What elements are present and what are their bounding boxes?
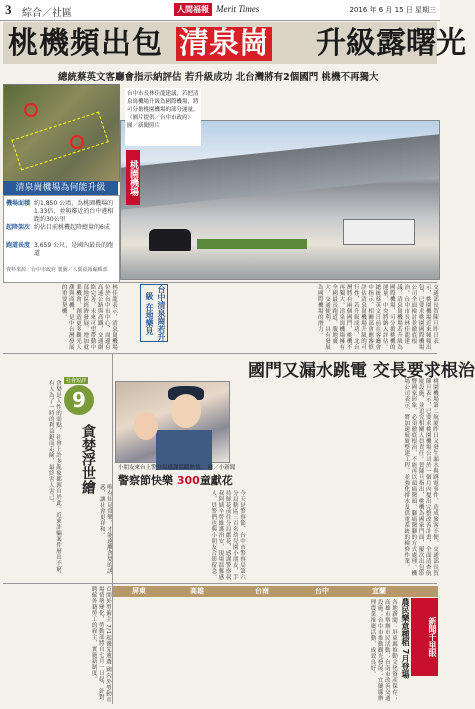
region-label: 高雄 (190, 587, 204, 595)
info-row (6, 242, 117, 258)
bottom-left-articles: 首開外勞僱主 7/1起優先遴選 國內外勞動市場情勢變化，勞動部將自七月一日起，針對聘僱外籍勞工的雇主，實施新制度。 (90, 586, 111, 703)
masthead-name: Merit Times (216, 4, 260, 14)
feature-headline: 國門又漏水跳電 交長要求根治 (248, 361, 475, 381)
photo-caption-text: 台中市長林佳龍建議，若把清泉崗機場升級為國際機場，將可分擔桃園機場的部分運量。（圖片提供／台中市政府） (127, 91, 199, 121)
headline-part-2: 清泉崗 (176, 27, 272, 61)
police-day-headline-a: 警察節快樂 (118, 474, 177, 487)
column-title: 貪婪浮世繪 (80, 424, 96, 494)
region-bar (113, 586, 438, 597)
divider (3, 282, 437, 283)
column-label: 社會短評 (66, 378, 87, 384)
police-day-headline-number: 300 (176, 474, 200, 487)
info-label: 機場面積 (6, 200, 31, 207)
region-label: 台中 (315, 587, 329, 595)
feature-photo-caption: 小朋友來台上警分局感謝溫暖熱情。 圖／小新聞 (118, 465, 236, 471)
article-body: 交通部長賀陳旦昨日表示，桃園機場近來頻頻出包，已要求桃園國際機場公司全面檢討並徹底根治。台中市長林佳龍建議，清泉崗機場若升級為國際機場，可分擔桃機的運量，中央將納入評估。總統蔡英文日前在客廳會中指示，相關部會應審慎評估清泉崗機場升級的可行性，若升級成功，北台灣將有兩個國門，桃機不再獨大。清泉崗機場擁有全國最長跑道，腹地廣大，交通便利，具有發展為國際機場的潛力。 (316, 284, 438, 350)
article-body-left: 林佳龍表示，清泉崗機場位於台中市中心，周邊有高速公路與高鐵，交通網絡完善，未來可望帶動中部地區經濟發展，增加就業機會，創造更多觀光人潮與商機，是中台灣發展的重要契機。 (60, 284, 117, 350)
child-face (134, 412, 158, 440)
region-label: 宜蘭 (372, 587, 386, 595)
info-label: 跑道長度 (6, 242, 31, 249)
newspaper-logo: 人間福報 (174, 3, 212, 16)
info-label: 起降架次 (6, 224, 31, 231)
info-row (6, 200, 117, 224)
divider (112, 354, 113, 704)
photo-credit: 圖／新聞照片 (127, 123, 161, 129)
divider (3, 583, 437, 584)
page-number: 3 (5, 2, 12, 17)
divider (3, 353, 437, 354)
region-label: 屏東 (132, 587, 146, 595)
page-header (0, 0, 440, 21)
police-day-headline-c: 童獻花 (199, 474, 233, 487)
column-body-right: 唯有知足常樂，才能遠離貪婪的誘惑，讓社會更祥和。 (98, 484, 112, 574)
police-children-photo (115, 381, 230, 463)
side-title: 台中清泉崗若升級 在地樂見 (140, 284, 168, 342)
info-text: 3,659 公尺，是國內最長的跑道 (34, 242, 114, 257)
info-text: 約佔目前桃機起降總量的6成 (34, 224, 110, 231)
subheadline: 總統蔡英文客廳會指示納評估 若升級成功 北台灣將有2個國門 桃機不再獨大 (58, 72, 379, 83)
bus (343, 219, 415, 245)
grass-strip (197, 239, 307, 249)
police-day-headline (118, 472, 233, 488)
airport-info-box (3, 195, 120, 283)
info-row (6, 224, 117, 232)
police-article-body: 今天是警察節，台中市警察局第六分局轄區三百名幼兒園小朋友，手持鮮花前往分局獻花，感謝警察叔叔阿姨辛勞維護治安，現場溫馨感人，員警們也與小朋友合影留念。 (210, 490, 245, 580)
bottom-headline: 農民樂意種稻 7月登場 (401, 598, 410, 679)
map-credit: 資料來源／台中市政府 製圖／人間福報編輯部 (6, 267, 108, 273)
map-caption: 清泉崗機場為何能升級 (3, 181, 118, 195)
photo-caption-box (125, 88, 201, 146)
map-marker-icon (24, 103, 38, 117)
airport-satellite-map (3, 84, 120, 182)
section-label: 綜合／社區 (22, 8, 72, 19)
region-label: 台南 (255, 587, 269, 595)
column-body-left: 貪婪是人性的弱點，社會上許多亂象都源自於此。近來詐騙案件層出不窮，有人為了一時的利益鋌而走險，最終害人害己。 (47, 380, 61, 578)
column-badge: 9 (64, 385, 94, 415)
vertical-label: 桃園機場 (126, 150, 140, 205)
info-text: 約1,850 公頃，為桃園機場的1.33倍，並與鄰近的台中港相距約30公里 (34, 200, 114, 223)
issue-date: 2016 年 6 月 15 日 星期三 (349, 6, 436, 14)
headline-part-3: 升級露曙光 (316, 26, 466, 61)
car (149, 229, 191, 251)
news-corner-box: 新聞千里眼 (411, 598, 438, 676)
feature-body: 桃園機場第二航廈昨日又發生漏水與跳電事件，造成旅客不便。交通部長賀陳旦表示，已要求桃園機場公司於一個月內提出完整改善計畫，全面清查航廈設施，並追究相關人員責任。賀陳旦指出，桃機為國家門面，屢次出包影響國家形象，必須徹底根治，不能再以頭痛醫頭、腳痛醫腳的方式處理。機場公司表示，將加速航廈整建工程，並強化排水及供電系統的檢修作業。 (403, 378, 438, 576)
bottom-regional-articles: 各地新聞：屏東縣推動文化資產保存；高雄市舉辦市民活動；台南市改善交通設施；台中市推動觀光發展；宜蘭縣辦理農業推廣活動，成效良好。 (369, 599, 397, 701)
officer-face (171, 394, 201, 428)
headline-part-1: 桃機頻出包 (8, 26, 163, 61)
runway-outline (11, 112, 108, 171)
